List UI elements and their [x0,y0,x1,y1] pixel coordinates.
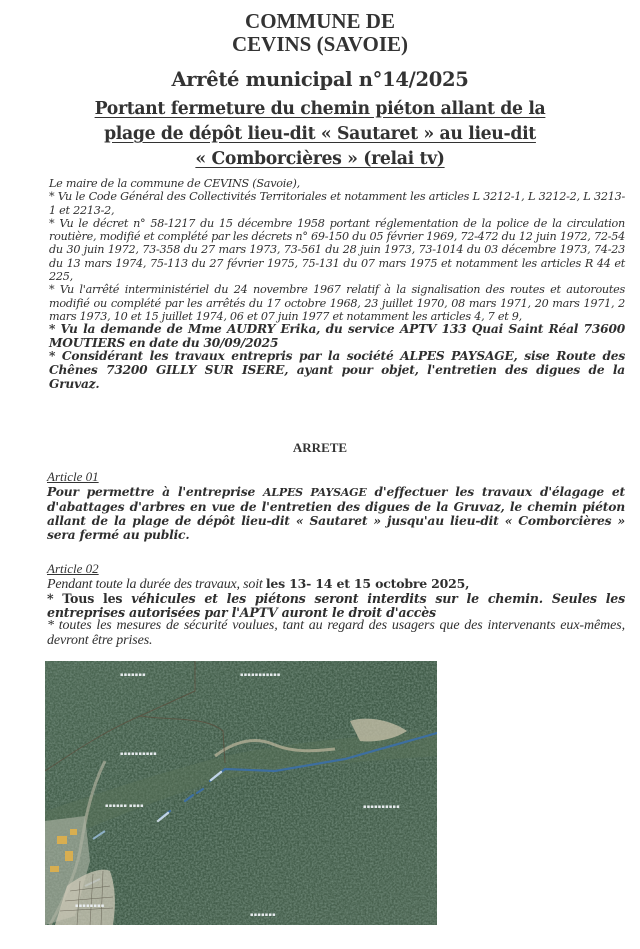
subtitle-line: Portant fermeture du chemin piéton allant de la [94,99,546,119]
subtitle-line: « Comborcières » (relai tv) [195,149,445,169]
closure-dates: les 13- 14 et 15 octobre 2025, [265,576,470,591]
article-02-body [47,577,625,648]
commune-name-line2: CEVINS (SAVOIE) [232,32,408,56]
article-01-body [47,485,625,542]
commune-name-line1: COMMUNE DE [245,9,395,33]
bullet-text-rest: véhicules et les piétons seront interdits sur le chemin. Seules les entreprises autorisées par l'APTV auront le droit d'accès [47,590,626,620]
article-02-bullet-safety: * toutes les mesures de sécurité voulues, tant au regard des usagers que des intervenants eux-mêmes, devront être prises. [47,618,625,648]
map-label: ▪▪▪▪▪▪▪▪▪▪ [363,804,400,810]
map-label: ▪▪▪▪▪▪▪▪▪▪ [120,751,157,757]
article-02-title: Article 02 [47,561,99,576]
map-label: ▪▪▪▪▪▪▪▪ [75,903,105,909]
arrete-section-heading: ARRETE [292,440,348,455]
map-label: ▪▪▪▪▪▪▪▪▪▪▪ [240,672,281,678]
bullet-text-start: * Tous les [47,590,132,606]
building [57,836,67,844]
map-label: ▪▪▪▪▪▪ ▪▪▪▪ [105,803,144,809]
article-01-title: Article 01 [47,469,99,484]
building [70,829,77,835]
map-label: ▪▪▪▪▪▪▪ [120,672,146,678]
preamble-vu-decret: * Vu le décret n° 58-1217 du 15 décembre 1958 portant réglementation de la police de la circulation routière, modifié et complété par les décrets n° 69-150 du 05 février 1969, 72-472 du 12 juin 1972, 72-54 du 30 juin 1972, 73-358 du 27 mars 1973, 73-561 du 28 juin 1973, 73-1014 du 03 décembre 1973, 74-23 du 13 mars 1974, 75-113 du 27 février 1975, 75-131 du 07 mars 1975 et notamment les articles R 44 et 225, [49,216,625,284]
company-name: ALPES PAYSAGE [263,486,367,499]
preamble-intro: Le maire de la commune de CEVINS (Savoie), [49,177,300,190]
preamble [49,177,625,391]
article-02-bullet-access [47,592,625,620]
article-01-text: d'effectuer les travaux d'élagage et d'abattages d'arbres en vue de l'entretien des digues de la Gruvaz, le chemin piéton allant de la plage de dépôt lieu-dit « Sautaret » jusqu'au lieu-dit « Comborcières » sera fermé au public. [47,484,625,542]
preamble-vu-arrete: * Vu l'arrêté interministériel du 24 novembre 1967 relatif à la signalisation des routes et autoroutes modifié ou complété par les arrêtés du 17 octobre 1968, 23 juillet 1970, 08 mars 1971, 20 mars 1971, 2 mars 1973, 10 et 15 juillet 1974, 06 et 07 juin 1977 et notamment les articles 4, 7 et 9, [49,283,625,323]
article-01-text: Pour permettre à l'entreprise [47,484,264,499]
preamble-vu-demande: * Vu la demande de Mme AUDRY Erika, du service APTV 133 Quai Saint Réal 73600 MOUTIERS en date du 30/09/2025 [49,322,625,350]
article-02-intro-text: Pendant toute la durée des travaux, soit [47,577,266,592]
subtitle-line: plage de dépôt lieu-dit « Sautaret » au lieu-dit [104,124,536,144]
arrete-number-title: Arrêté municipal n°14/2025 [171,68,469,91]
aerial-map [45,661,437,925]
preamble-vu-cgct: * Vu le Code Général des Collectivités Territoriales et notamment les articles L 3212-1, L 3212-2, L 3213-1 et 2213-2, [49,190,625,217]
building [65,851,73,861]
building [50,866,59,872]
aerial-map-image [45,661,437,925]
preamble-considerant: * Considérant les travaux entrepris par la société ALPES PAYSAGE, sise Route des Chênes 73200 GILLY SUR ISERE, ayant pour objet, l'entretien des digues de la Gruvaz. [49,349,625,391]
map-label: ▪▪▪▪▪▪▪ [250,912,276,918]
article-02-intro [47,577,625,592]
